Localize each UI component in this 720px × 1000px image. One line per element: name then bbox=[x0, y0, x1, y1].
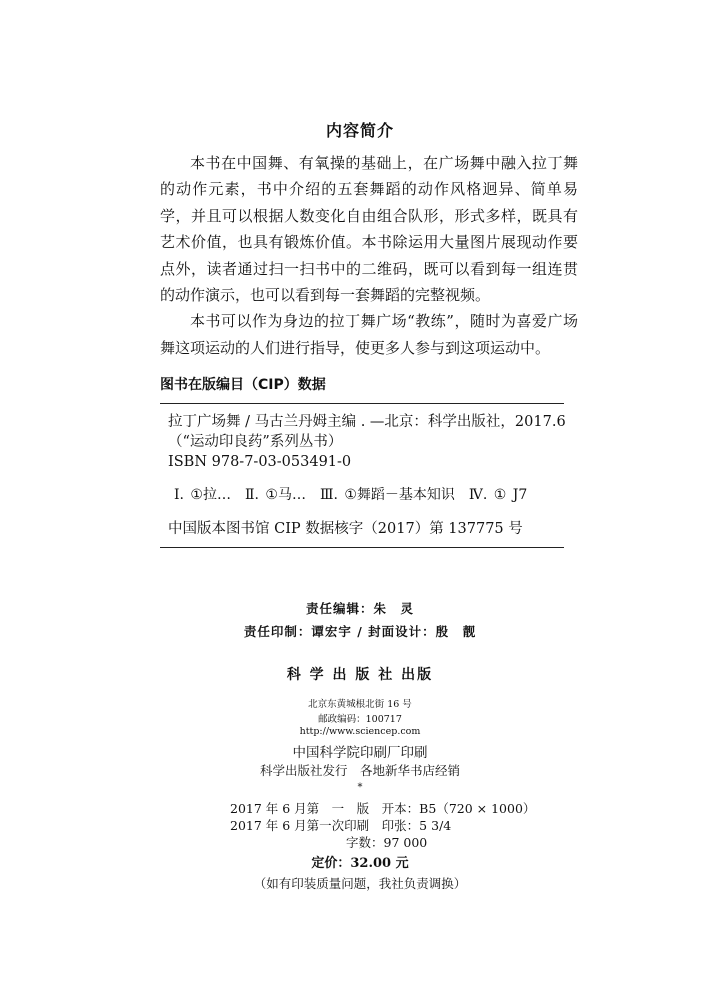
separator-star: * bbox=[357, 782, 363, 793]
distribution: 科学出版社发行 各地新华书店经销 bbox=[259, 763, 460, 778]
summary-paragraph: 本书可以作为身边的拉丁舞广场“教练”，随时为喜爱广场舞这项运动的人们进行指导，使更多人参与到这项运动中。 bbox=[160, 312, 578, 357]
quality-notice: （如有印装质量问题，我社负责调换） bbox=[253, 876, 467, 891]
summary-title: 内容简介 bbox=[325, 121, 394, 140]
publisher-name: 科 学 出 版 社 出版 bbox=[286, 667, 434, 683]
summary-body bbox=[160, 150, 578, 361]
cip-bottom-rule bbox=[160, 547, 564, 548]
cip-top-rule bbox=[160, 403, 564, 404]
cip-record bbox=[168, 412, 568, 472]
cip-title-line: 拉丁广场舞 / 马古兰丹姆主编 . —北京：科学出版社，2017.6 bbox=[168, 414, 566, 430]
cip-isbn-line: ISBN 978-7-03-053491-0 bbox=[168, 454, 352, 470]
edition-block bbox=[230, 800, 550, 851]
price: 定价：32.00 元 bbox=[311, 856, 409, 871]
summary-paragraph: 本书在中国舞、有氧操的基础上，在广场舞中融入拉丁舞的动作元素，书中介绍的五套舞蹈的动作风格迥异、简单易学，并且可以根据人数变化自由组合队形，形式多样，既具有艺术价值，也具有锻炼价值。本书除运用大量图片展现动作要点外，读者通过扫一扫书中的二维码，既可以看到每一组连贯的动作演示，也可以看到每一套舞蹈的完整视频。 bbox=[160, 154, 578, 305]
cip-series-line: （“运动印良药”系列丛书） bbox=[168, 434, 343, 450]
publisher-address: 北京东黄城根北街 16 号 bbox=[308, 699, 412, 710]
editor-credit: 责任编辑：朱 灵 bbox=[305, 601, 414, 616]
cip-number: 中国版本图书馆 CIP 数据核字（2017）第 137775 号 bbox=[168, 521, 523, 537]
word-count: 字数：97 000 bbox=[346, 835, 428, 850]
edition-line: 2017 年 6 月第 一 版 开本：B5（720 × 1000） bbox=[230, 801, 536, 816]
publisher-website: http://www.sciencep.com bbox=[299, 726, 421, 737]
publisher-postcode: 邮政编码：100717 bbox=[318, 714, 402, 725]
printing-line: 2017 年 6 月第一次印刷 印张：5 3/4 bbox=[230, 818, 452, 833]
printer: 中国科学院印刷厂印刷 bbox=[292, 745, 428, 761]
print-design-credit: 责任印制：谭宏宇 / 封面设计：殷 靓 bbox=[243, 624, 477, 639]
cip-classification: Ⅰ. ①拉… Ⅱ. ①马… Ⅲ. ①舞蹈－基本知识 Ⅳ. ① J7 bbox=[174, 487, 528, 503]
cip-heading: 图书在版编目（CIP）数据 bbox=[160, 377, 326, 393]
